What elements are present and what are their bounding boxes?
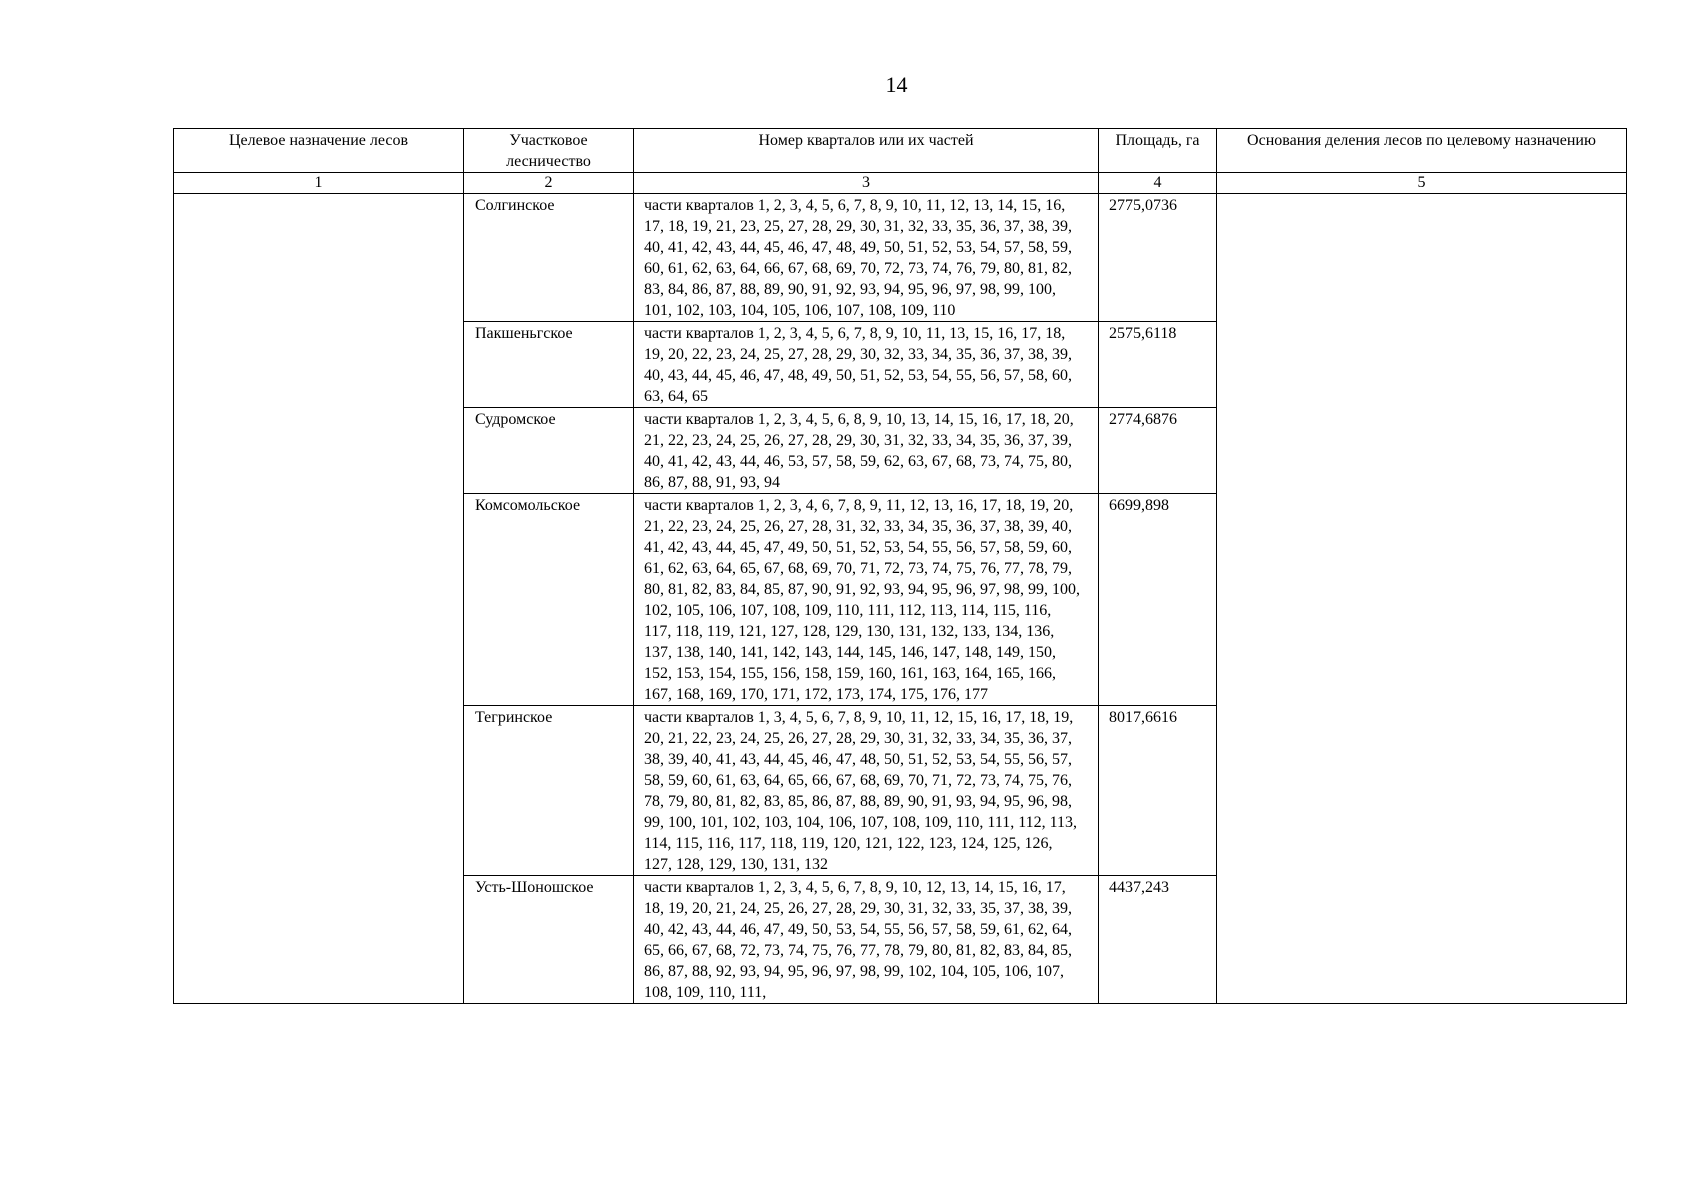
page-number: 14 [885,72,908,97]
column-number: 3 [634,173,1099,194]
column-number: 4 [1099,173,1217,194]
district-cell: Пакшеньгское [464,322,634,408]
area-cell: 2775,0736 [1099,194,1217,322]
header-area: Площадь, га [1099,129,1217,173]
quarters-cell: части кварталов 1, 2, 3, 4, 5, 6, 7, 8, 9, 10, 12, 13, 14, 15, 16, 17, 18, 19, 20, 21, 24, 25, 26, 27, 28, 29, 30, 31, 32, 33, 35, 37, 38, 39, 40, 42, 43, 44, 46, 47, 49, 50, 53, 54, 55, 56, 57, 58, 59, 61, 62, 64, 65, 66, 67, 68, 72, 73, 74, 75, 76, 77, 78, 79, 80, 81, 82, 83, 84, 85, 86, 87, 88, 92, 93, 94, 95, 96, 97, 98, 99, 102, 104, 105, 106, 107, 108, 109, 110, 111, [634,876,1099,1004]
column-number: 2 [464,173,634,194]
header-quarters: Номер кварталов или их частей [634,129,1099,173]
area-cell: 4437,243 [1099,876,1217,1004]
quarters-cell: части кварталов 1, 2, 3, 4, 5, 6, 7, 8, 9, 10, 11, 13, 15, 16, 17, 18, 19, 20, 22, 23, 24, 25, 27, 28, 29, 30, 32, 33, 34, 35, 36, 37, 38, 39, 40, 43, 44, 45, 46, 47, 48, 49, 50, 51, 52, 53, 54, 55, 56, 57, 58, 60, 63, 64, 65 [634,322,1099,408]
quarters-cell: части кварталов 1, 3, 4, 5, 6, 7, 8, 9, 10, 11, 12, 15, 16, 17, 18, 19, 20, 21, 22, 23, 24, 25, 26, 27, 28, 29, 30, 31, 32, 33, 34, 35, 36, 37, 38, 39, 40, 41, 43, 44, 45, 46, 47, 48, 50, 51, 52, 53, 54, 55, 56, 57, 58, 59, 60, 61, 63, 64, 65, 66, 67, 68, 69, 70, 71, 72, 73, 74, 75, 76, 78, 79, 80, 81, 82, 83, 85, 86, 87, 88, 89, 90, 91, 93, 94, 95, 96, 98, 99, 100, 101, 102, 103, 104, 106, 107, 108, 109, 110, 111, 112, 113, 114, 115, 116, 117, 118, 119, 120, 121, 122, 123, 124, 125, 126, 127, 128, 129, 130, 131, 132 [634,706,1099,876]
column-number-row [174,173,1627,194]
quarters-cell: части кварталов 1, 2, 3, 4, 5, 6, 7, 8, 9, 10, 11, 12, 13, 14, 15, 16, 17, 18, 19, 21, 23, 25, 27, 28, 29, 30, 31, 32, 33, 35, 36, 37, 38, 39, 40, 41, 42, 43, 44, 45, 46, 47, 48, 49, 50, 51, 52, 53, 54, 57, 58, 59, 60, 61, 62, 63, 64, 66, 67, 68, 69, 70, 72, 73, 74, 76, 79, 80, 81, 82, 83, 84, 86, 87, 88, 89, 90, 91, 92, 93, 94, 95, 96, 97, 98, 99, 100, 101, 102, 103, 104, 105, 106, 107, 108, 109, 110 [634,194,1099,322]
area-cell: 2774,6876 [1099,408,1217,494]
table-row [174,194,1627,322]
district-cell: Судромское [464,408,634,494]
basis-cell [1217,194,1627,1004]
quarters-cell: части кварталов 1, 2, 3, 4, 6, 7, 8, 9, 11, 12, 13, 16, 17, 18, 19, 20, 21, 22, 23, 24, 25, 26, 27, 28, 31, 32, 33, 34, 35, 36, 37, 38, 39, 40, 41, 42, 43, 44, 45, 47, 49, 50, 51, 52, 53, 54, 55, 56, 57, 58, 59, 60, 61, 62, 63, 64, 65, 67, 68, 69, 70, 71, 72, 73, 74, 75, 76, 77, 78, 79, 80, 81, 82, 83, 84, 85, 87, 90, 91, 92, 93, 94, 95, 96, 97, 98, 99, 100, 102, 105, 106, 107, 108, 109, 110, 111, 112, 113, 114, 115, 116, 117, 118, 119, 121, 127, 128, 129, 130, 131, 132, 133, 134, 136, 137, 138, 140, 141, 142, 143, 144, 145, 146, 147, 148, 149, 150, 152, 153, 154, 155, 156, 158, 159, 160, 161, 163, 164, 165, 166, 167, 168, 169, 170, 171, 172, 173, 174, 175, 176, 177 [634,494,1099,706]
header-district: Участковое лесничество [464,129,634,173]
header-basis: Основания деления лесов по целевому назначению [1217,129,1627,173]
district-cell: Тегринское [464,706,634,876]
purpose-cell [174,194,464,1004]
quarters-cell: части кварталов 1, 2, 3, 4, 5, 6, 8, 9, 10, 13, 14, 15, 16, 17, 18, 20, 21, 22, 23, 24, 25, 26, 27, 28, 29, 30, 31, 32, 33, 34, 35, 36, 37, 39, 40, 41, 42, 43, 44, 46, 53, 57, 58, 59, 62, 63, 67, 68, 73, 74, 75, 80, 86, 87, 88, 91, 93, 94 [634,408,1099,494]
district-cell: Солгинское [464,194,634,322]
area-cell: 8017,6616 [1099,706,1217,876]
header-purpose: Целевое назначение лесов [174,129,464,173]
area-cell: 2575,6118 [1099,322,1217,408]
area-cell: 6699,898 [1099,494,1217,706]
column-number: 1 [174,173,464,194]
column-number: 5 [1217,173,1627,194]
district-cell: Комсомольское [464,494,634,706]
forest-division-table [173,128,1627,1004]
district-cell: Усть-Шоношское [464,876,634,1004]
table-header-row [174,129,1627,173]
